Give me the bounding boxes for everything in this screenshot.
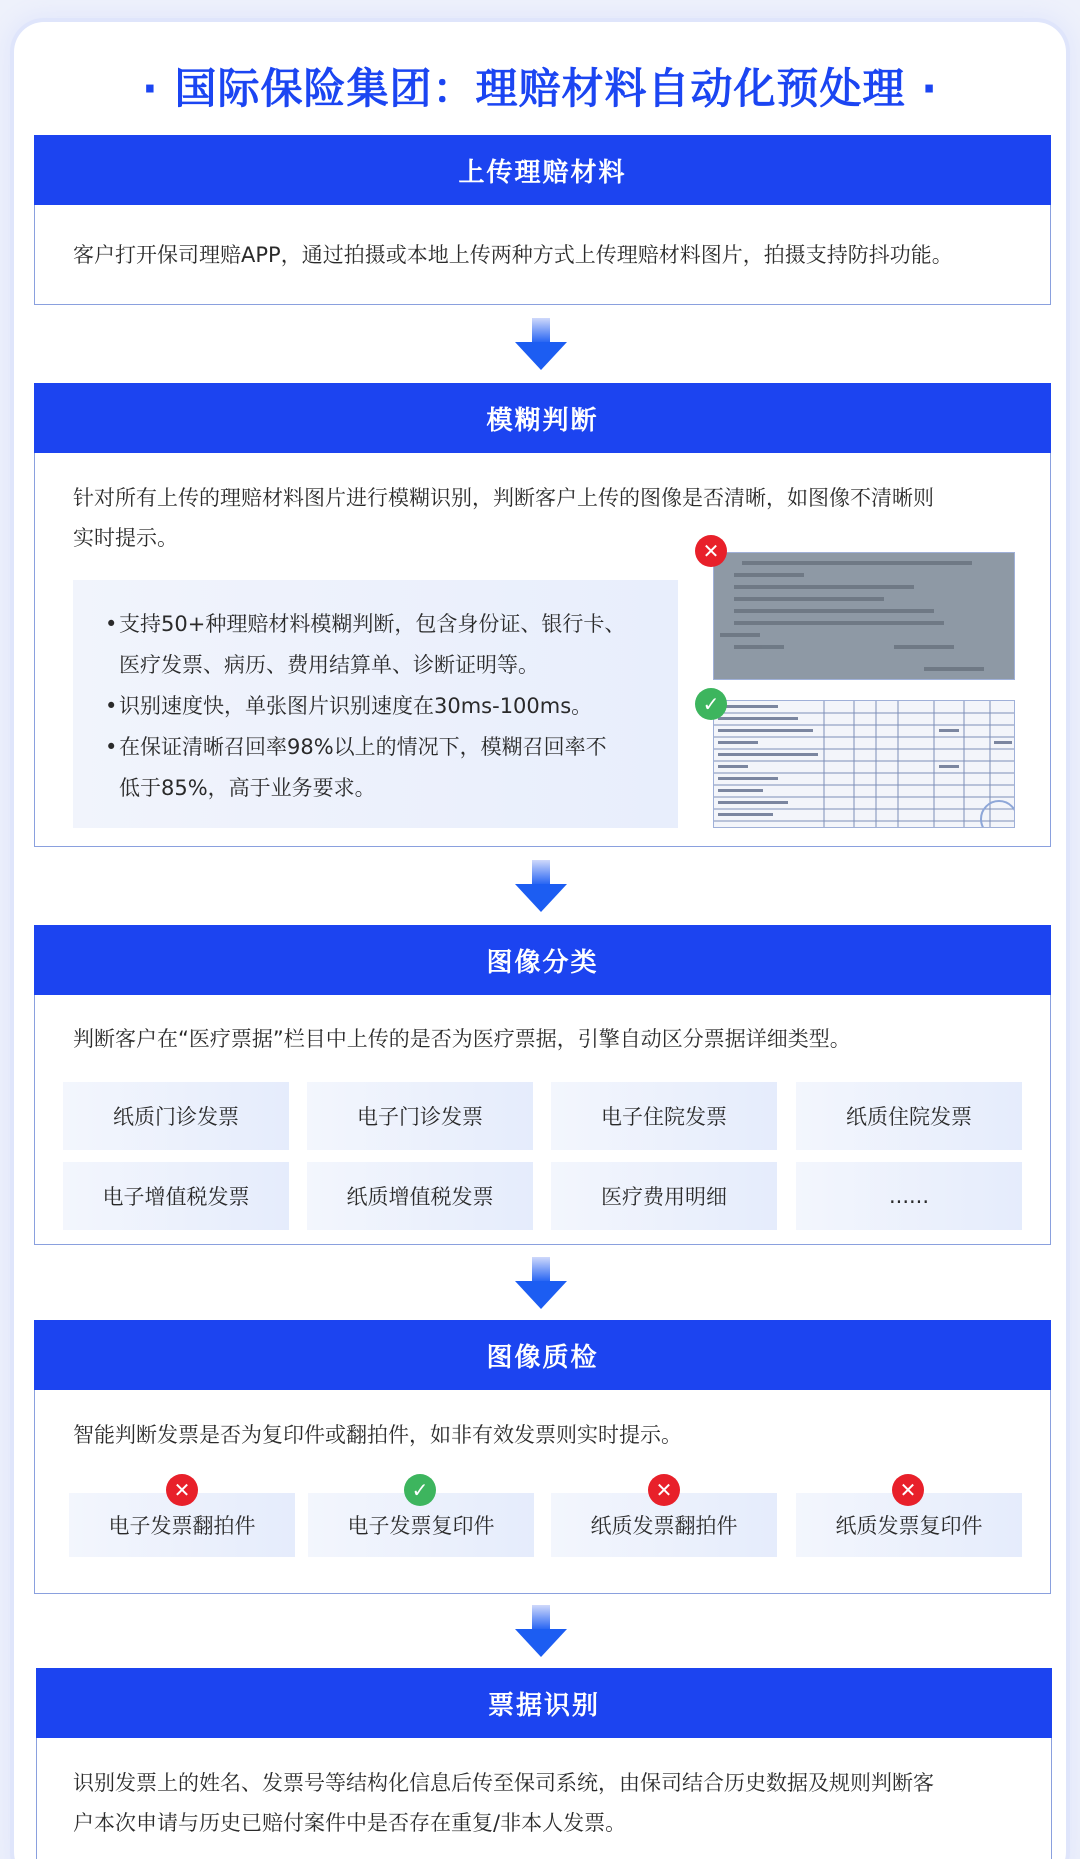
quality-item: 纸质发票翻拍件 [551,1493,777,1557]
section-heading: 图像分类 [34,925,1051,995]
clear-document-image [713,700,1015,828]
check-circle-icon: ✓ [404,1474,436,1506]
invoice-type-chip: 纸质住院发票 [796,1082,1022,1150]
section-description: 智能判断发票是否为复印件或翻拍件，如非有效发票则实时提示。 [73,1423,682,1447]
x-circle-icon: ✕ [695,535,727,567]
invoice-type-chip: 纸质增值税发票 [307,1162,533,1230]
invoice-type-chip-more: ...... [796,1162,1022,1230]
x-circle-icon: ✕ [892,1474,924,1506]
blurry-document-image [713,552,1015,680]
section-heading: 上传理赔材料 [34,135,1051,205]
invoice-type-chip: 医疗费用明细 [551,1162,777,1230]
invoice-type-chip: 纸质门诊发票 [63,1082,289,1150]
section-recognize [36,1668,1052,1859]
x-circle-icon: ✕ [166,1474,198,1506]
section-upload [34,135,1051,305]
down-arrow-icon [513,1603,569,1659]
section-description-line1: 识别发票上的姓名、发票号等结构化信息后传至保司系统，由保司结合历史数据及规则判断客 [73,1771,934,1795]
down-arrow-icon [513,858,569,914]
invoice-type-chip: 电子住院发票 [551,1082,777,1150]
invoice-type-chip: 电子门诊发票 [307,1082,533,1150]
feature-list [73,580,678,828]
quality-item: 电子发票翻拍件 [69,1493,295,1557]
x-circle-icon: ✕ [648,1474,680,1506]
section-description-line2: 实时提示。 [73,526,178,550]
down-arrow-icon [513,316,569,372]
check-circle-icon: ✓ [695,688,727,720]
quality-item: 电子发票复印件 [308,1493,534,1557]
section-description-line1: 针对所有上传的理赔材料图片进行模糊识别，判断客户上传的图像是否清晰，如图像不清晰则 [73,486,934,510]
list-item: • 在保证清晰召回率98%以上的情况下，模糊召回率不 [105,735,607,759]
section-description-line2: 户本次申请与历史已赔付案件中是否存在重复/非本人发票。 [73,1811,627,1835]
section-heading: 票据识别 [36,1668,1052,1738]
down-arrow-icon [513,1255,569,1311]
list-item: 低于85%，高于业务要求。 [119,776,376,800]
page-title: · 国际保险集团：理赔材料自动化预处理 · [141,64,939,113]
invoice-type-chip: 电子增值税发票 [63,1162,289,1230]
quality-item: 纸质发票复印件 [796,1493,1022,1557]
section-blur [34,383,1051,847]
section-description: 判断客户在“医疗票据”栏目中上传的是否为医疗票据，引擎自动区分票据详细类型。 [73,1027,851,1051]
section-heading: 模糊判断 [34,383,1051,453]
section-description: 客户打开保司理赔APP，通过拍摄或本地上传两种方式上传理赔材料图片，拍摄支持防抖功能。 [73,243,953,267]
section-quality [34,1320,1051,1594]
list-item: 医疗发票、病历、费用结算单、诊断证明等。 [119,653,539,677]
section-classify [34,925,1051,1245]
list-item: • 支持50+种理赔材料模糊判断，包含身份证、银行卡、 [105,612,626,636]
section-heading: 图像质检 [34,1320,1051,1390]
list-item: • 识别速度快，单张图片识别速度在30ms-100ms。 [105,694,593,718]
